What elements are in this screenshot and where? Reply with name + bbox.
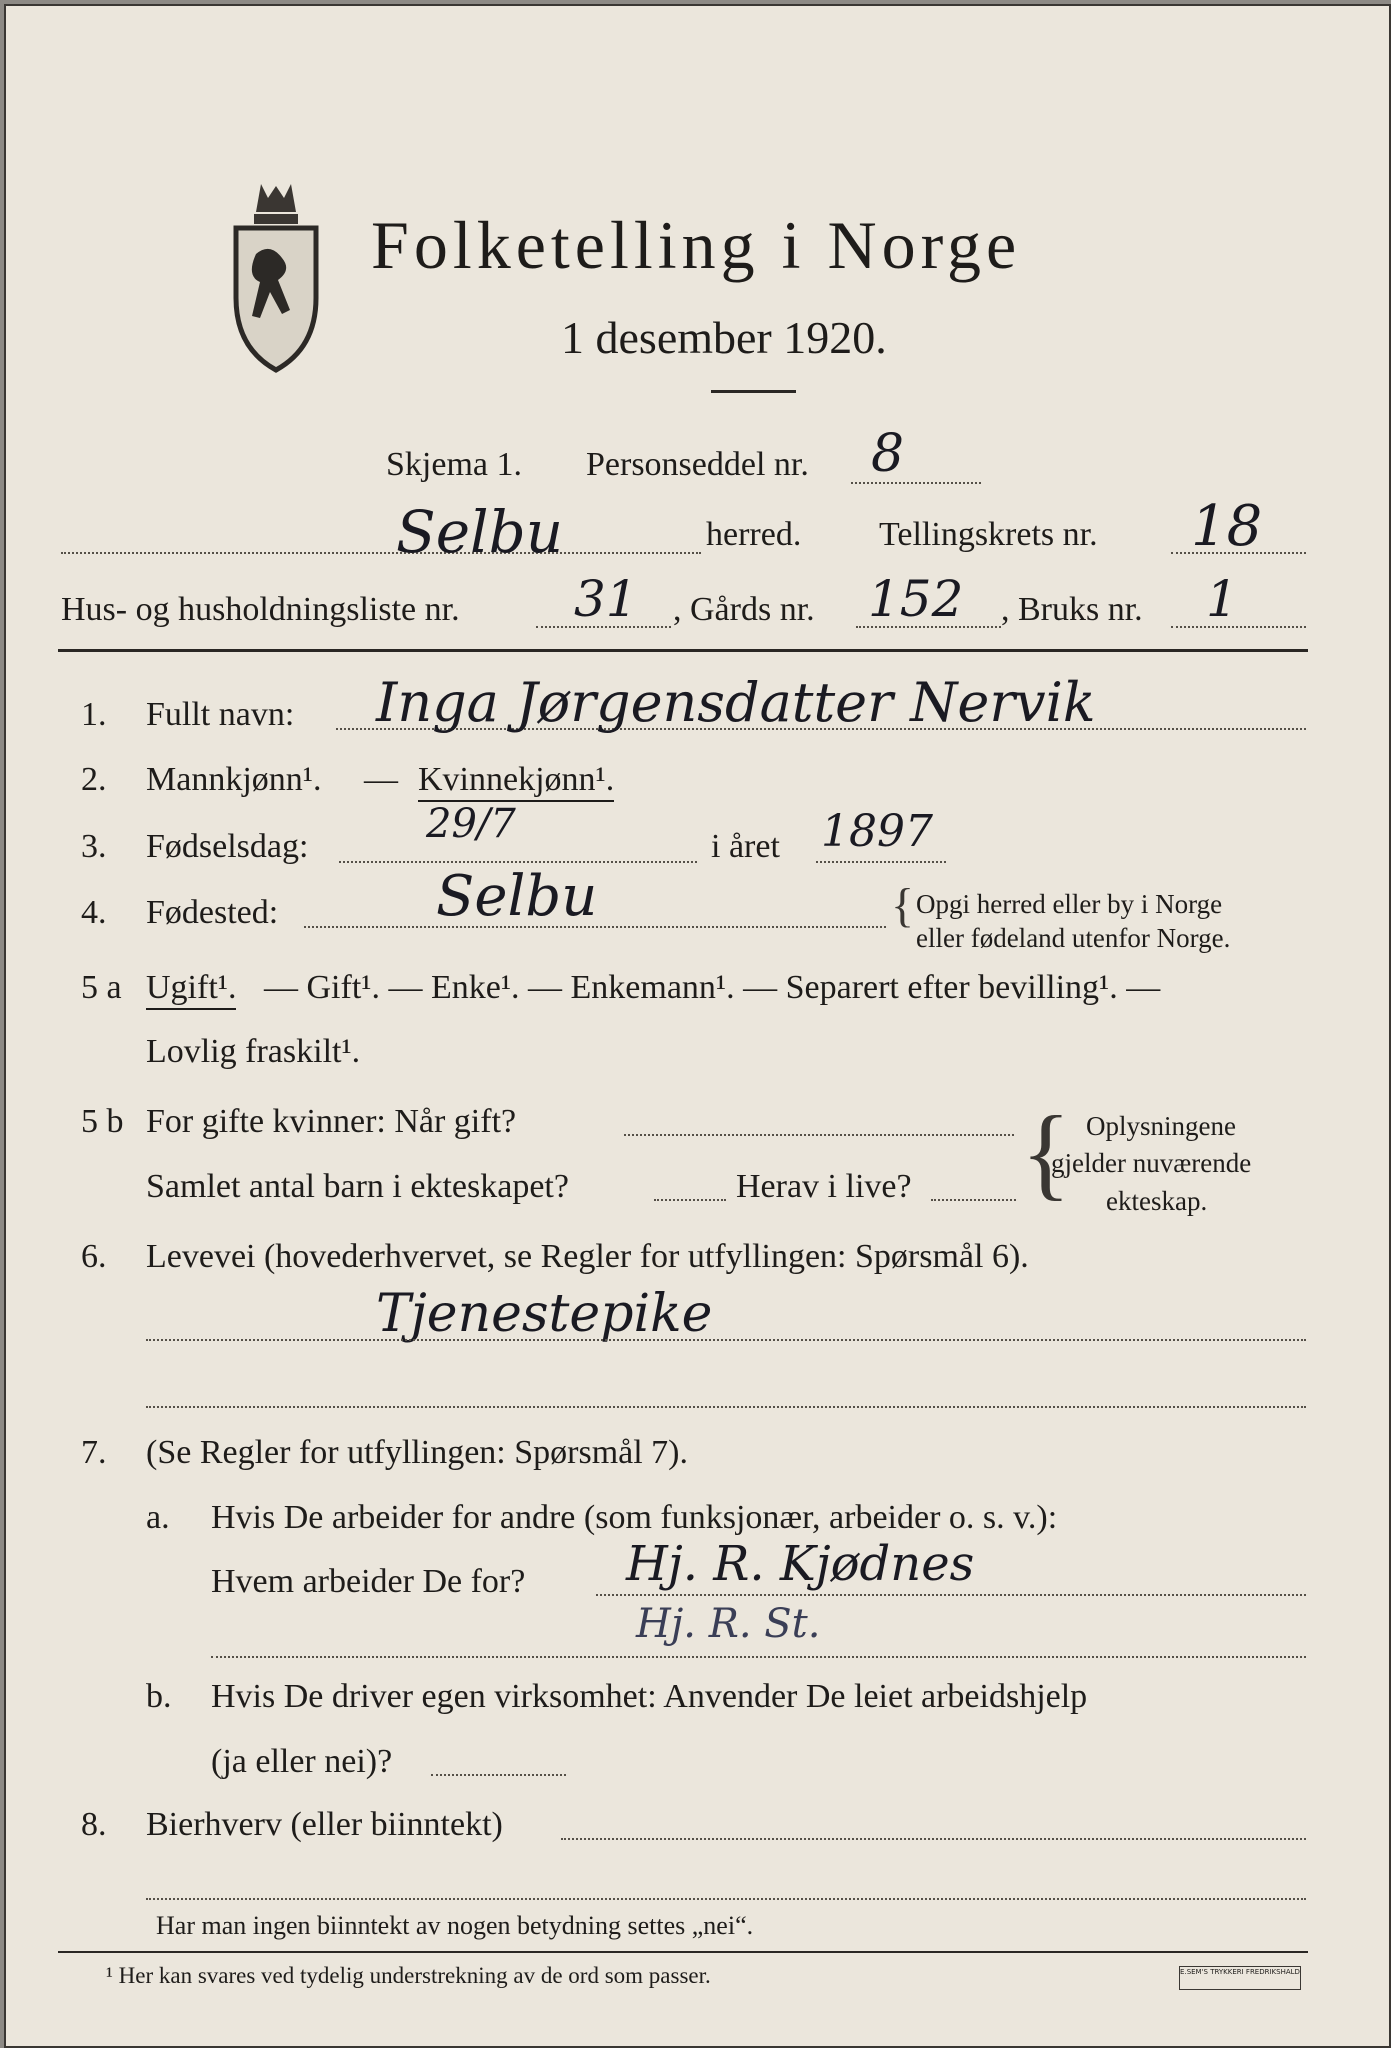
occupation-value[interactable]: Tjenestepike bbox=[376, 1284, 713, 1344]
personseddel-value[interactable]: 8 bbox=[871, 424, 905, 484]
full-name-value[interactable]: Inga Jørgensdatter Nervik bbox=[376, 671, 1096, 734]
birthplace-note-1: Opgi herred eller by i Norge bbox=[916, 889, 1223, 919]
footnote: ¹ Her kan svares ved tydelig understrekning av de ord som passer. bbox=[106, 1963, 711, 1988]
q7-label: (Se Regler for utfyllingen: Spørsmål 7). bbox=[146, 1434, 689, 1471]
title-divider bbox=[711, 390, 796, 393]
status-ugift-option[interactable]: Ugift¹. bbox=[146, 969, 236, 1010]
q6-number: 6. bbox=[81, 1238, 107, 1275]
employer-value-stamp: Hj. R. St. bbox=[636, 1601, 821, 1647]
children-count-label: Samlet antal barn i ekteskapet? bbox=[146, 1168, 569, 1205]
q5b-number: 5 b bbox=[81, 1103, 124, 1140]
q3-number: 3. bbox=[81, 828, 107, 865]
herred-value[interactable]: Selbu bbox=[396, 498, 564, 566]
marriage-note-3: ekteskap. bbox=[1106, 1186, 1208, 1216]
q8-number: 8. bbox=[81, 1806, 107, 1843]
birth-year-label: i året bbox=[711, 828, 780, 865]
birthplace-label: Fødested: bbox=[146, 894, 279, 931]
birthday-label: Fødselsdag: bbox=[146, 828, 309, 865]
bruks-value[interactable]: 1 bbox=[1206, 570, 1238, 628]
printer-mark: E.SEM'S TRYKKERI FREDRIKSHALD bbox=[1179, 1966, 1301, 1990]
form-title: Folketelling i Norge bbox=[371, 207, 1022, 283]
q1-label: Fullt navn: bbox=[146, 696, 295, 733]
birthplace-note-brace: { bbox=[891, 879, 915, 932]
gards-label: , Gårds nr. bbox=[673, 591, 815, 628]
children-alive-label: Herav i live? bbox=[736, 1168, 912, 1205]
marriage-note-2: gjelder nuværende bbox=[1051, 1148, 1252, 1178]
herred-label: herred. bbox=[706, 516, 802, 553]
birthplace-value[interactable]: Selbu bbox=[436, 864, 598, 929]
employer-value[interactable]: Hj. R. Kjødnes bbox=[626, 1536, 975, 1592]
hired-help-label: (ja eller nei)? bbox=[211, 1743, 393, 1780]
status-lovlig-fraskilt[interactable]: Lovlig fraskilt¹. bbox=[146, 1033, 361, 1070]
status-other-options[interactable]: — Gift¹. — Enke¹. — Enkemann¹. — Separert efter bevilling¹. — bbox=[264, 969, 1161, 1006]
birthday-value[interactable]: 29/7 bbox=[426, 801, 516, 847]
q7a-label: Hvis De arbeider for andre (som funksjonær, arbeider o. s. v.): bbox=[211, 1499, 1058, 1536]
q2-number: 2. bbox=[81, 761, 107, 798]
census-date: 1 desember 1920. bbox=[561, 312, 887, 363]
side-income-note: Har man ingen biinntekt av nogen betydning settes „nei“. bbox=[156, 1911, 754, 1940]
marriage-note-1: Oplysningene bbox=[1086, 1111, 1236, 1141]
marriage-note-brace: { bbox=[1021, 1095, 1071, 1210]
husliste-label: Hus- og husholdningsliste nr. bbox=[61, 591, 460, 628]
q1-number: 1. bbox=[81, 696, 107, 733]
when-married-label: For gifte kvinner: Når gift? bbox=[146, 1103, 517, 1140]
coat-of-arms-icon bbox=[216, 176, 336, 376]
gender-male-option[interactable]: Mannkjønn¹. bbox=[146, 761, 322, 798]
q7-number: 7. bbox=[81, 1434, 107, 1471]
bruks-label: , Bruks nr. bbox=[1001, 591, 1143, 628]
header-rule bbox=[58, 649, 1308, 652]
side-income-label: Bierhverv (eller biinntekt) bbox=[146, 1806, 503, 1843]
q5a-number: 5 a bbox=[81, 969, 122, 1006]
tellingskrets-value[interactable]: 18 bbox=[1191, 494, 1263, 559]
occupation-label: Levevei (hovederhvervet, se Regler for utfyllingen: Spørsmål 6). bbox=[146, 1238, 1029, 1275]
tellingskrets-label: Tellingskrets nr. bbox=[879, 516, 1098, 553]
q7b-letter: b. bbox=[146, 1678, 172, 1715]
gards-value[interactable]: 152 bbox=[868, 570, 964, 628]
skjema-label: Skjema 1. bbox=[386, 446, 522, 483]
q4-number: 4. bbox=[81, 894, 107, 931]
q7b-label: Hvis De driver egen virksomhet: Anvender De leiet arbeidshjelp bbox=[211, 1678, 1088, 1715]
gender-separator: — bbox=[364, 761, 398, 798]
birthplace-note-2: eller fødeland utenfor Norge. bbox=[916, 923, 1231, 953]
gender-female-option[interactable]: Kvinnekjønn¹. bbox=[418, 761, 614, 802]
q7a-letter: a. bbox=[146, 1499, 170, 1536]
birth-year-value[interactable]: 1897 bbox=[821, 806, 933, 857]
employer-label: Hvem arbeider De for? bbox=[211, 1563, 526, 1600]
footer-rule bbox=[58, 1951, 1308, 1953]
personseddel-label: Personseddel nr. bbox=[586, 446, 809, 483]
census-form-page bbox=[4, 4, 1391, 2048]
husliste-value[interactable]: 31 bbox=[574, 570, 638, 628]
